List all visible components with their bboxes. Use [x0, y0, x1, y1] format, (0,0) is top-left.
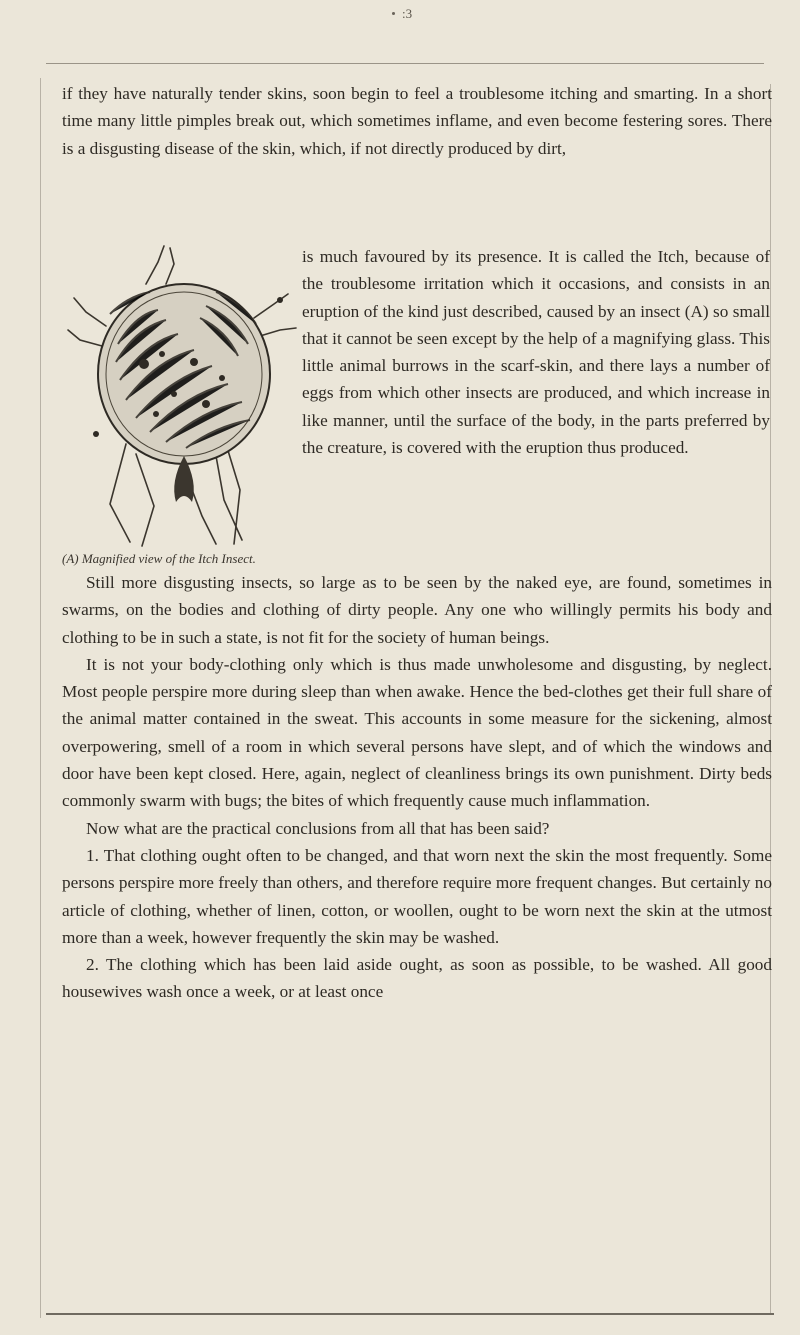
- body-paragraph: Still more disgusting insects, so large as to be seen by the naked eye, are found, sometimes in swarms, on the bodies and clothing of dirty people. Any one who willingly permits his body and clothing to be in such a state, is not fit for the society of human beings.: [62, 573, 772, 647]
- body-paragraph: 2. The clothing which has been laid aside ought, as soon as possible, to be washed. All good housewives wash once a week, or at least once: [62, 955, 772, 1002]
- body-paragraph: It is not your body-clothing only which is thus made unwholesome and disgusting, by neglect. Most people perspire more during sleep than when awake. Hence the bed-clothes get their full share of the animal matter contained in the sweat. This accounts in some measure for the sickening, almost overpowering, smell of a room in which several persons have slept, and of which the windows and door have been kept closed. Here, again, neglect of cleanliness brings its own punishment. Dirty beds commonly swarm with bugs; the bites of which frequently cause much inflammation.: [62, 654, 772, 811]
- body-paragraph: 1. That clothing ought often to be changed, and that worn next the skin the most frequently. Some persons perspire more freely than others, and therefore require more frequent changes. But certainly no article of clothing, whether of linen, cotton, or woollen, ought to be worn next the skin at the utmost more than a week, however frequently the skin may be washed.: [62, 845, 772, 947]
- page-border-bottom: [46, 1313, 774, 1315]
- body-paragraph: Now what are the practical conclusions from all that has been said?: [86, 818, 550, 838]
- body-text: [62, 569, 772, 1006]
- page-mark: [392, 12, 395, 15]
- top-paragraph: [62, 80, 772, 242]
- figure-caption: (A) Magnified view of the Itch Insect.: [62, 551, 256, 566]
- page-number: :3: [402, 6, 413, 21]
- itch-insect-drawing: [66, 244, 298, 550]
- itch-insect-illustration: [66, 244, 298, 550]
- page-border-top: [46, 63, 764, 64]
- page-border-left: [40, 78, 41, 1318]
- top-paragraph-text: if they have naturally tender skins, soon begin to feel a troublesome itching and smarting. In a short time many little pimples break out, which sometimes inflame, and even become festering sores. There is a disgusting disease of the skin, which, if not directly produced by dirt,: [62, 84, 772, 158]
- wrap-paragraph: is much favoured by its presence. It is called the Itch, because of the troublesome irritation which it occasions, and consists in an eruption of the kind just described, caused by an insect (A) so small that it cannot be seen except by the help of a magnifying glass. This little animal burrows in the scarf-skin, and there lays a number of eggs from which other insects are produced, and which increase in like manner, until the surface of the body, in the parts preferred by the creature, is covered with the eruption thus produced.: [302, 247, 770, 458]
